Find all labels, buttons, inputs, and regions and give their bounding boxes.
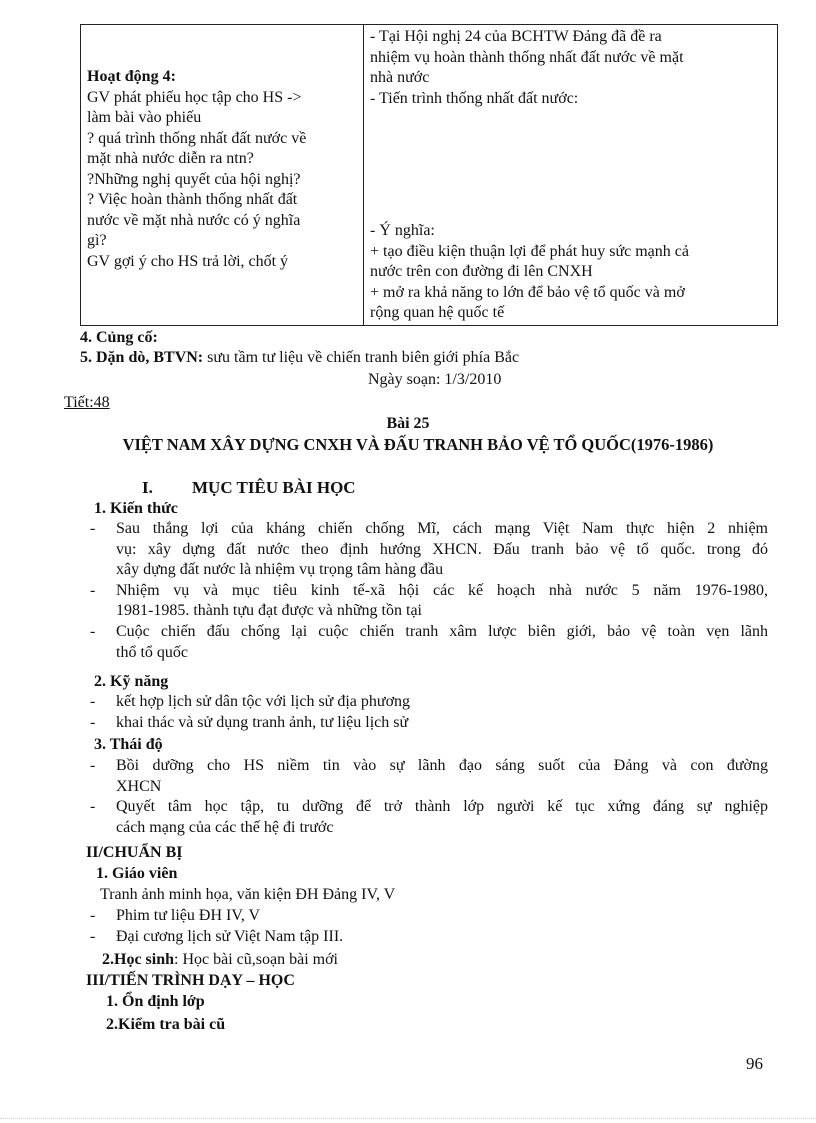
left-line: mặt nhà nước diễn ra ntn? bbox=[87, 150, 254, 167]
page-number: 96 bbox=[746, 1054, 763, 1073]
list-line: xây dựng đất nước là nhiệm vụ trọng tâm hàng đầu bbox=[116, 561, 444, 579]
table-right-cell bbox=[364, 25, 778, 326]
left-line: ? Việc hoàn thành thống nhất đất bbox=[87, 191, 298, 208]
list-item: - Quyết tâm học tập, tu dưỡng để trở thành lớp người kế tục xứng đáng sự nghiệp cách mạng của các thế hệ đi trước bbox=[90, 797, 768, 838]
list-line: Nhiệm vụ và mục tiêu kinh tế-xã hội các kế hoạch nhà nước 5 năm 1976-1980, bbox=[116, 581, 768, 599]
giao-vien-line: Tranh ảnh minh họa, văn kiện ĐH Đảng IV, V bbox=[100, 886, 396, 903]
list-item: - Phim tư liệu ĐH IV, V bbox=[90, 906, 768, 927]
dan-do-label: 5. Dặn dò, BTVN: bbox=[80, 349, 204, 366]
kien-thuc-heading: 1. Kiến thức bbox=[94, 500, 178, 517]
list-line: Sau thắng lợi của kháng chiến chống Mĩ, cách mạng Việt Nam thực hiện 2 nhiệm bbox=[116, 520, 768, 537]
list-item: - Bồi dưỡng cho HS niềm tin vào sự lãnh đạo sáng suốt của Đảng và con đường XHCN bbox=[90, 756, 768, 797]
list-item: - Sau thắng lợi của kháng chiến chống Mĩ, cách mạng Việt Nam thực hiện 2 nhiệm vụ: xây dựng đất nước theo định hướng XHCN. Đấu tranh bảo vệ tổ quốc. trong đó xây dựng đất nước là nhiệm vụ trọng tâm hàng đầu bbox=[90, 519, 768, 581]
left-line: làm bài vào phiếu bbox=[87, 109, 202, 126]
list-item: - Đại cương lịch sử Việt Nam tập III. bbox=[90, 927, 768, 948]
list-line: khai thác và sử dụng tranh ảnh, tư liệu lịch sử bbox=[116, 713, 409, 731]
activity-heading: Hoạt động 4: bbox=[87, 68, 176, 85]
list-item: - kết hợp lịch sử dân tộc với lịch sử địa phương bbox=[90, 692, 768, 713]
right-line: + mở ra khả năng to lớn để bảo vệ tổ quốc và mở bbox=[370, 283, 685, 301]
left-cell-content bbox=[87, 67, 359, 272]
section-title: MỤC TIÊU BÀI HỌC bbox=[192, 478, 356, 497]
right-cell-bottom bbox=[370, 221, 772, 324]
tiet-number: Tiết:48 bbox=[64, 394, 110, 411]
ngay-soan: Ngày soạn: 1/3/2010 bbox=[368, 371, 502, 388]
kien-thuc-list bbox=[90, 519, 768, 663]
list-line: Bồi dưỡng cho HS niềm tin vào sự lãnh đạo sáng suốt của Đảng và con đường bbox=[116, 757, 768, 774]
list-line: XHCN bbox=[116, 777, 162, 795]
thai-do-list bbox=[90, 756, 768, 838]
right-line: - Ý nghĩa: bbox=[370, 222, 435, 239]
right-line: nhiệm vụ hoàn thành thống nhất đất nước về mặt bbox=[370, 48, 684, 66]
list-item: - Nhiệm vụ và mục tiêu kinh tế-xã hội các kế hoạch nhà nước 5 năm 1976-1980, 1981-1985. thành tựu đạt được và những tồn tại bbox=[90, 581, 768, 622]
left-line: GV gợi ý cho HS trả lời, chốt ý bbox=[87, 252, 289, 270]
giao-vien-list bbox=[90, 906, 768, 947]
right-line: + tạo điều kiện thuận lợi để phát huy sức mạnh cả bbox=[370, 242, 689, 260]
cung-co-heading: 4. Củng cố: bbox=[80, 329, 158, 346]
hoc-sinh-label: 2.Học sinh bbox=[102, 951, 175, 968]
right-line: nước trên con đường đi lên CNXH bbox=[370, 263, 593, 280]
right-line: - Tại Hội nghị 24 của BCHTW Đảng đã đề ra bbox=[370, 28, 662, 45]
left-line: GV phát phiếu học tập cho HS -> bbox=[87, 88, 302, 106]
ky-nang-heading: 2. Kỹ năng bbox=[94, 673, 169, 690]
thai-do-heading: 3. Thái độ bbox=[94, 736, 163, 753]
lesson-title: VIỆT NAM XÂY DỰNG CNXH VÀ ĐẤU TRANH BẢO VỆ TỔ QUỐC(1976-1986) bbox=[122, 435, 714, 454]
ky-nang-list bbox=[90, 692, 768, 733]
left-line: nước về mặt nhà nước có ý nghĩa bbox=[87, 211, 301, 229]
right-cell-top bbox=[370, 27, 772, 109]
on-dinh-lop: 1. Ổn định lớp bbox=[106, 993, 205, 1010]
list-line: kết hợp lịch sử dân tộc với lịch sử địa phương bbox=[116, 693, 411, 710]
kiem-tra-bai-cu: 2.Kiểm tra bài cũ bbox=[106, 1016, 226, 1033]
list-line: thổ tổ quốc bbox=[116, 643, 188, 661]
dan-do-text: sưu tầm tư liệu về chiến tranh biên giới phía Bắc bbox=[203, 349, 520, 366]
hoc-sinh-line bbox=[102, 950, 338, 970]
giao-vien-heading: 1. Giáo viên bbox=[96, 865, 178, 882]
right-line: rộng quan hệ quốc tế bbox=[370, 304, 505, 321]
left-line: ? quá trình thống nhất đất nước về bbox=[87, 129, 307, 147]
page-bottom-divider bbox=[0, 1118, 816, 1119]
tien-trinh-heading: III/TIẾN TRÌNH DẠY – HỌC bbox=[86, 972, 295, 989]
section-number: I. bbox=[142, 478, 153, 497]
list-line: Phim tư liệu ĐH IV, V bbox=[116, 907, 261, 924]
table-left-cell bbox=[81, 25, 364, 326]
right-line: - Tiến trình thống nhất đất nước: bbox=[370, 89, 579, 107]
lesson-number: Bài 25 bbox=[386, 415, 430, 432]
list-item: - Cuộc chiến đấu chống lại cuộc chiến tranh xâm lược biên giới, bảo vệ toàn vẹn lãnh thổ tổ quốc bbox=[90, 622, 768, 663]
list-line: cách mạng của các thế hệ đi trước bbox=[116, 818, 334, 836]
chuan-bi-heading: II/CHUẨN BỊ bbox=[86, 844, 183, 861]
list-line: Quyết tâm học tập, tu dưỡng để trở thành lớp người kế tục xứng đáng sự nghiệp bbox=[116, 798, 768, 816]
list-line: 1981-1985. thành tựu đạt được và những tồn tại bbox=[116, 602, 422, 620]
left-line: gì? bbox=[87, 232, 107, 249]
list-line: Đại cương lịch sử Việt Nam tập III. bbox=[116, 927, 344, 945]
list-line: vụ: xây dựng đất nước theo định hướng XHCN. Đấu tranh bảo vệ tổ quốc. trong đó bbox=[116, 540, 768, 558]
right-line: nhà nước bbox=[370, 69, 430, 86]
list-line: Cuộc chiến đấu chống lại cuộc chiến tranh xâm lược biên giới, bảo vệ toàn vẹn lãnh bbox=[116, 622, 768, 640]
hoc-sinh-text: : Học bài cũ,soạn bài mới bbox=[174, 951, 338, 968]
list-item: - khai thác và sử dụng tranh ảnh, tư liệu lịch sử bbox=[90, 713, 768, 734]
left-line: ?Những nghị quyết của hội nghị? bbox=[87, 170, 301, 188]
activity-table bbox=[80, 24, 778, 326]
dan-do-line bbox=[80, 348, 519, 368]
